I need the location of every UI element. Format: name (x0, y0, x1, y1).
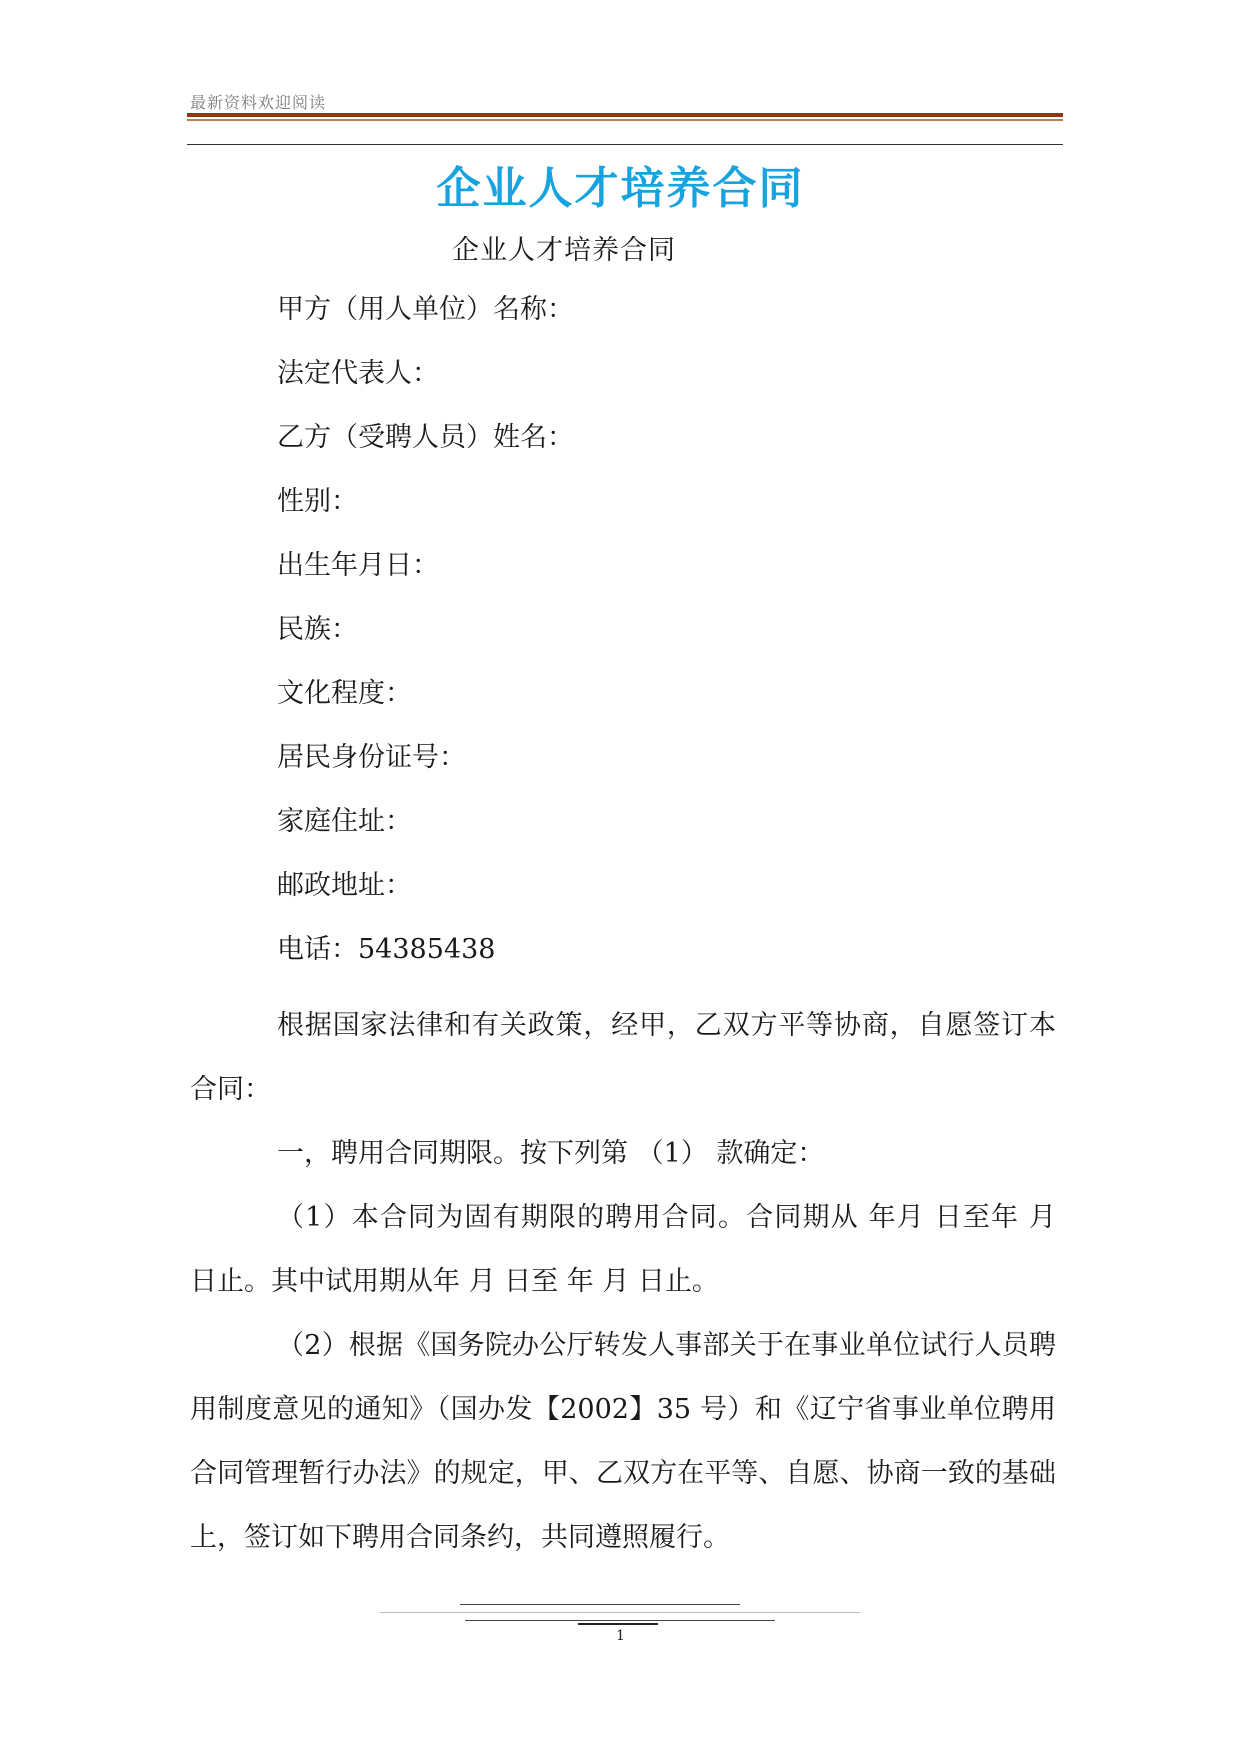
field-home-address: 家庭住址： (277, 806, 412, 837)
paragraph-preamble: 根据国家法律和有关政策，经甲，乙双方平等协商，自愿签订本合同： (190, 1010, 1056, 1105)
header-rule-thin (187, 144, 1063, 145)
footer-rule-light (380, 1612, 860, 1613)
paragraph-clause-2: （2）根据《国务院办公厅转发人事部关于在事业单位试行人员聘用制度意见的通知》（国办发【2002】35 号）和《辽宁省事业单位聘用合同管理暂行办法》的规定，甲、乙双方在平等、自愿、协商一致的基础上，签订如下聘用合同条约，共同遵照履行。 (190, 1330, 1056, 1553)
document-subtitle: 企业人才培养合同 (452, 235, 676, 266)
header-rule-accent (187, 119, 1063, 121)
paragraph-term-heading: 一，聘用合同期限。按下列第 （1） 款确定： (277, 1138, 825, 1169)
footer-rule-bottom (465, 1620, 775, 1621)
field-birth-date: 出生年月日： (277, 550, 439, 581)
document-title: 企业人才培养合同 (436, 163, 805, 214)
field-id-number: 居民身份证号： (277, 742, 466, 773)
footer-rule-top (460, 1604, 740, 1605)
document-body (190, 290, 1056, 1570)
field-party-b-name: 乙方（受聘人员）姓名： (277, 422, 574, 453)
field-legal-representative: 法定代表人： (277, 358, 439, 389)
field-party-a-name: 甲方（用人单位）名称： (277, 294, 574, 325)
field-ethnicity: 民族： (277, 614, 358, 645)
page-number: 1 (616, 1628, 625, 1644)
field-postal-address: 邮政地址： (277, 870, 412, 901)
paragraph-clause-1: （1）本合同为固有期限的聘用合同。合同期从 年月 日至年 月 日止。其中试用期从年 月 日至 年 月 日止。 (190, 1202, 1056, 1297)
header-rule-thick (187, 113, 1063, 117)
field-education: 文化程度： (277, 678, 412, 709)
running-header: 最新资料欢迎阅读 (190, 93, 327, 112)
footer-mark (578, 1623, 658, 1625)
field-phone: 电话：54385438 (277, 934, 496, 965)
field-gender: 性别： (277, 486, 358, 517)
